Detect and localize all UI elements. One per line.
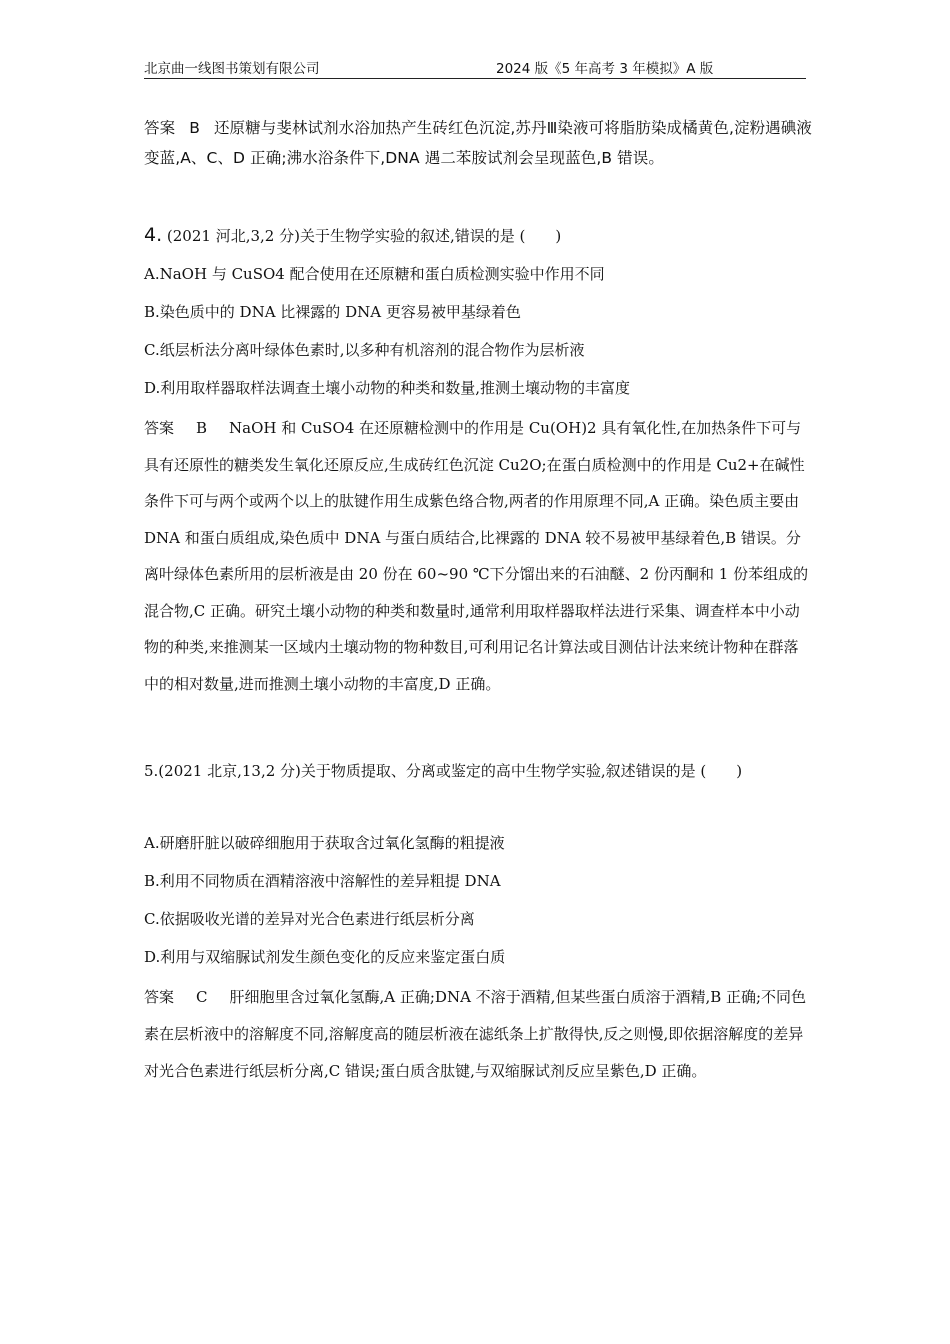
page-header: [144, 56, 806, 79]
book-title: 2024 版《5 年高考 3 年模拟》A 版: [496, 61, 714, 77]
answer-choice: B: [189, 119, 200, 137]
question-number: 4.: [144, 224, 163, 246]
q5-option-b: B.利用不同物质在酒精溶液中溶解性的差异粗提 DNA: [144, 872, 501, 890]
answer-3: [144, 113, 812, 173]
publisher-name: 北京曲一线图书策划有限公司: [144, 61, 320, 77]
answer-choice: B: [196, 419, 208, 437]
answer-explanation: NaOH 和 CuSO4 在还原糖检测中的作用是 Cu(OH)2 具有氧化性,在加热条件下可与具有还原性的糖类发生氧化还原反应,生成砖红色沉淀 Cu2O;在蛋白质检测中的作用是 Cu2+在碱性条件下可与两个或两个以上的肽键作用生成紫色络合物,两者的作用原理不同,A 正确。染色质主要由 DNA 和蛋白质组成,染色质中 DNA 与蛋白质结合,比裸露的 DNA 较不易被甲基绿着色,B 错误。分离叶绿体色素所用的层析液是由 20 份在 60~90 ℃下分馏出来的石油醚、2 份丙酮和 1 份苯组成的混合物,C 正确。研究土壤小动物的种类和数量时,通常利用取样器取样法进行采集、调查样本中小动物的种类,来推测某一区域内土壤动物的物种数目,可利用记名计算法或目测估计法来统计物种在群落中的相对数量,进而推测土壤小动物的丰富度,D 正确。: [144, 419, 809, 693]
q4-option-a: A.NaOH 与 CuSO4 配合使用在还原糖和蛋白质检测实验中作用不同: [144, 265, 605, 283]
q5-option-c: C.依据吸收光谱的差异对光合色素进行纸层析分离: [144, 910, 475, 928]
question-5-stem: 5.(2021 北京,13,2 分)关于物质提取、分离或鉴定的高中生物学实验,叙述错误的是 ( ): [144, 762, 743, 780]
question-4-stem: [144, 224, 561, 246]
question-text: (2021 河北,3,2 分)关于生物学实验的叙述,错误的是 ( ): [162, 227, 562, 245]
answer-choice: C: [196, 988, 208, 1006]
answer-label: 答案: [144, 119, 176, 137]
q4-option-c: C.纸层析法分离叶绿体色素时,以多种有机溶剂的混合物作为层析液: [144, 341, 585, 359]
answer-4: [144, 410, 812, 702]
answer-explanation: 还原糖与斐林试剂水浴加热产生砖红色沉淀,苏丹Ⅲ染液可将脂肪染成橘黄色,淀粉遇碘液变蓝,A、C、D 正确;沸水浴条件下,DNA 遇二苯胺试剂会呈现蓝色,B 错误。: [144, 119, 812, 167]
answer-label: 答案: [144, 988, 175, 1006]
q4-option-d: D.利用取样器取样法调查土壤小动物的种类和数量,推测土壤动物的丰富度: [144, 379, 631, 397]
q4-option-b: B.染色质中的 DNA 比裸露的 DNA 更容易被甲基绿着色: [144, 303, 521, 321]
answer-label: 答案: [144, 419, 175, 437]
answer-5: [144, 979, 812, 1090]
q5-option-d: D.利用与双缩脲试剂发生颜色变化的反应来鉴定蛋白质: [144, 948, 506, 966]
answer-explanation: 肝细胞里含过氧化氢酶,A 正确;DNA 不溶于酒精,但某些蛋白质溶于酒精,B 正确;不同色素在层析液中的溶解度不同,溶解度高的随层析液在滤纸条上扩散得快,反之则慢,即依据溶解度的差异对光合色素进行纸层析分离,C 错误;蛋白质含肽键,与双缩脲试剂反应呈紫色,D 正确。: [144, 988, 807, 1080]
q5-option-a: A.研磨肝脏以破碎细胞用于获取含过氧化氢酶的粗提液: [144, 834, 505, 852]
